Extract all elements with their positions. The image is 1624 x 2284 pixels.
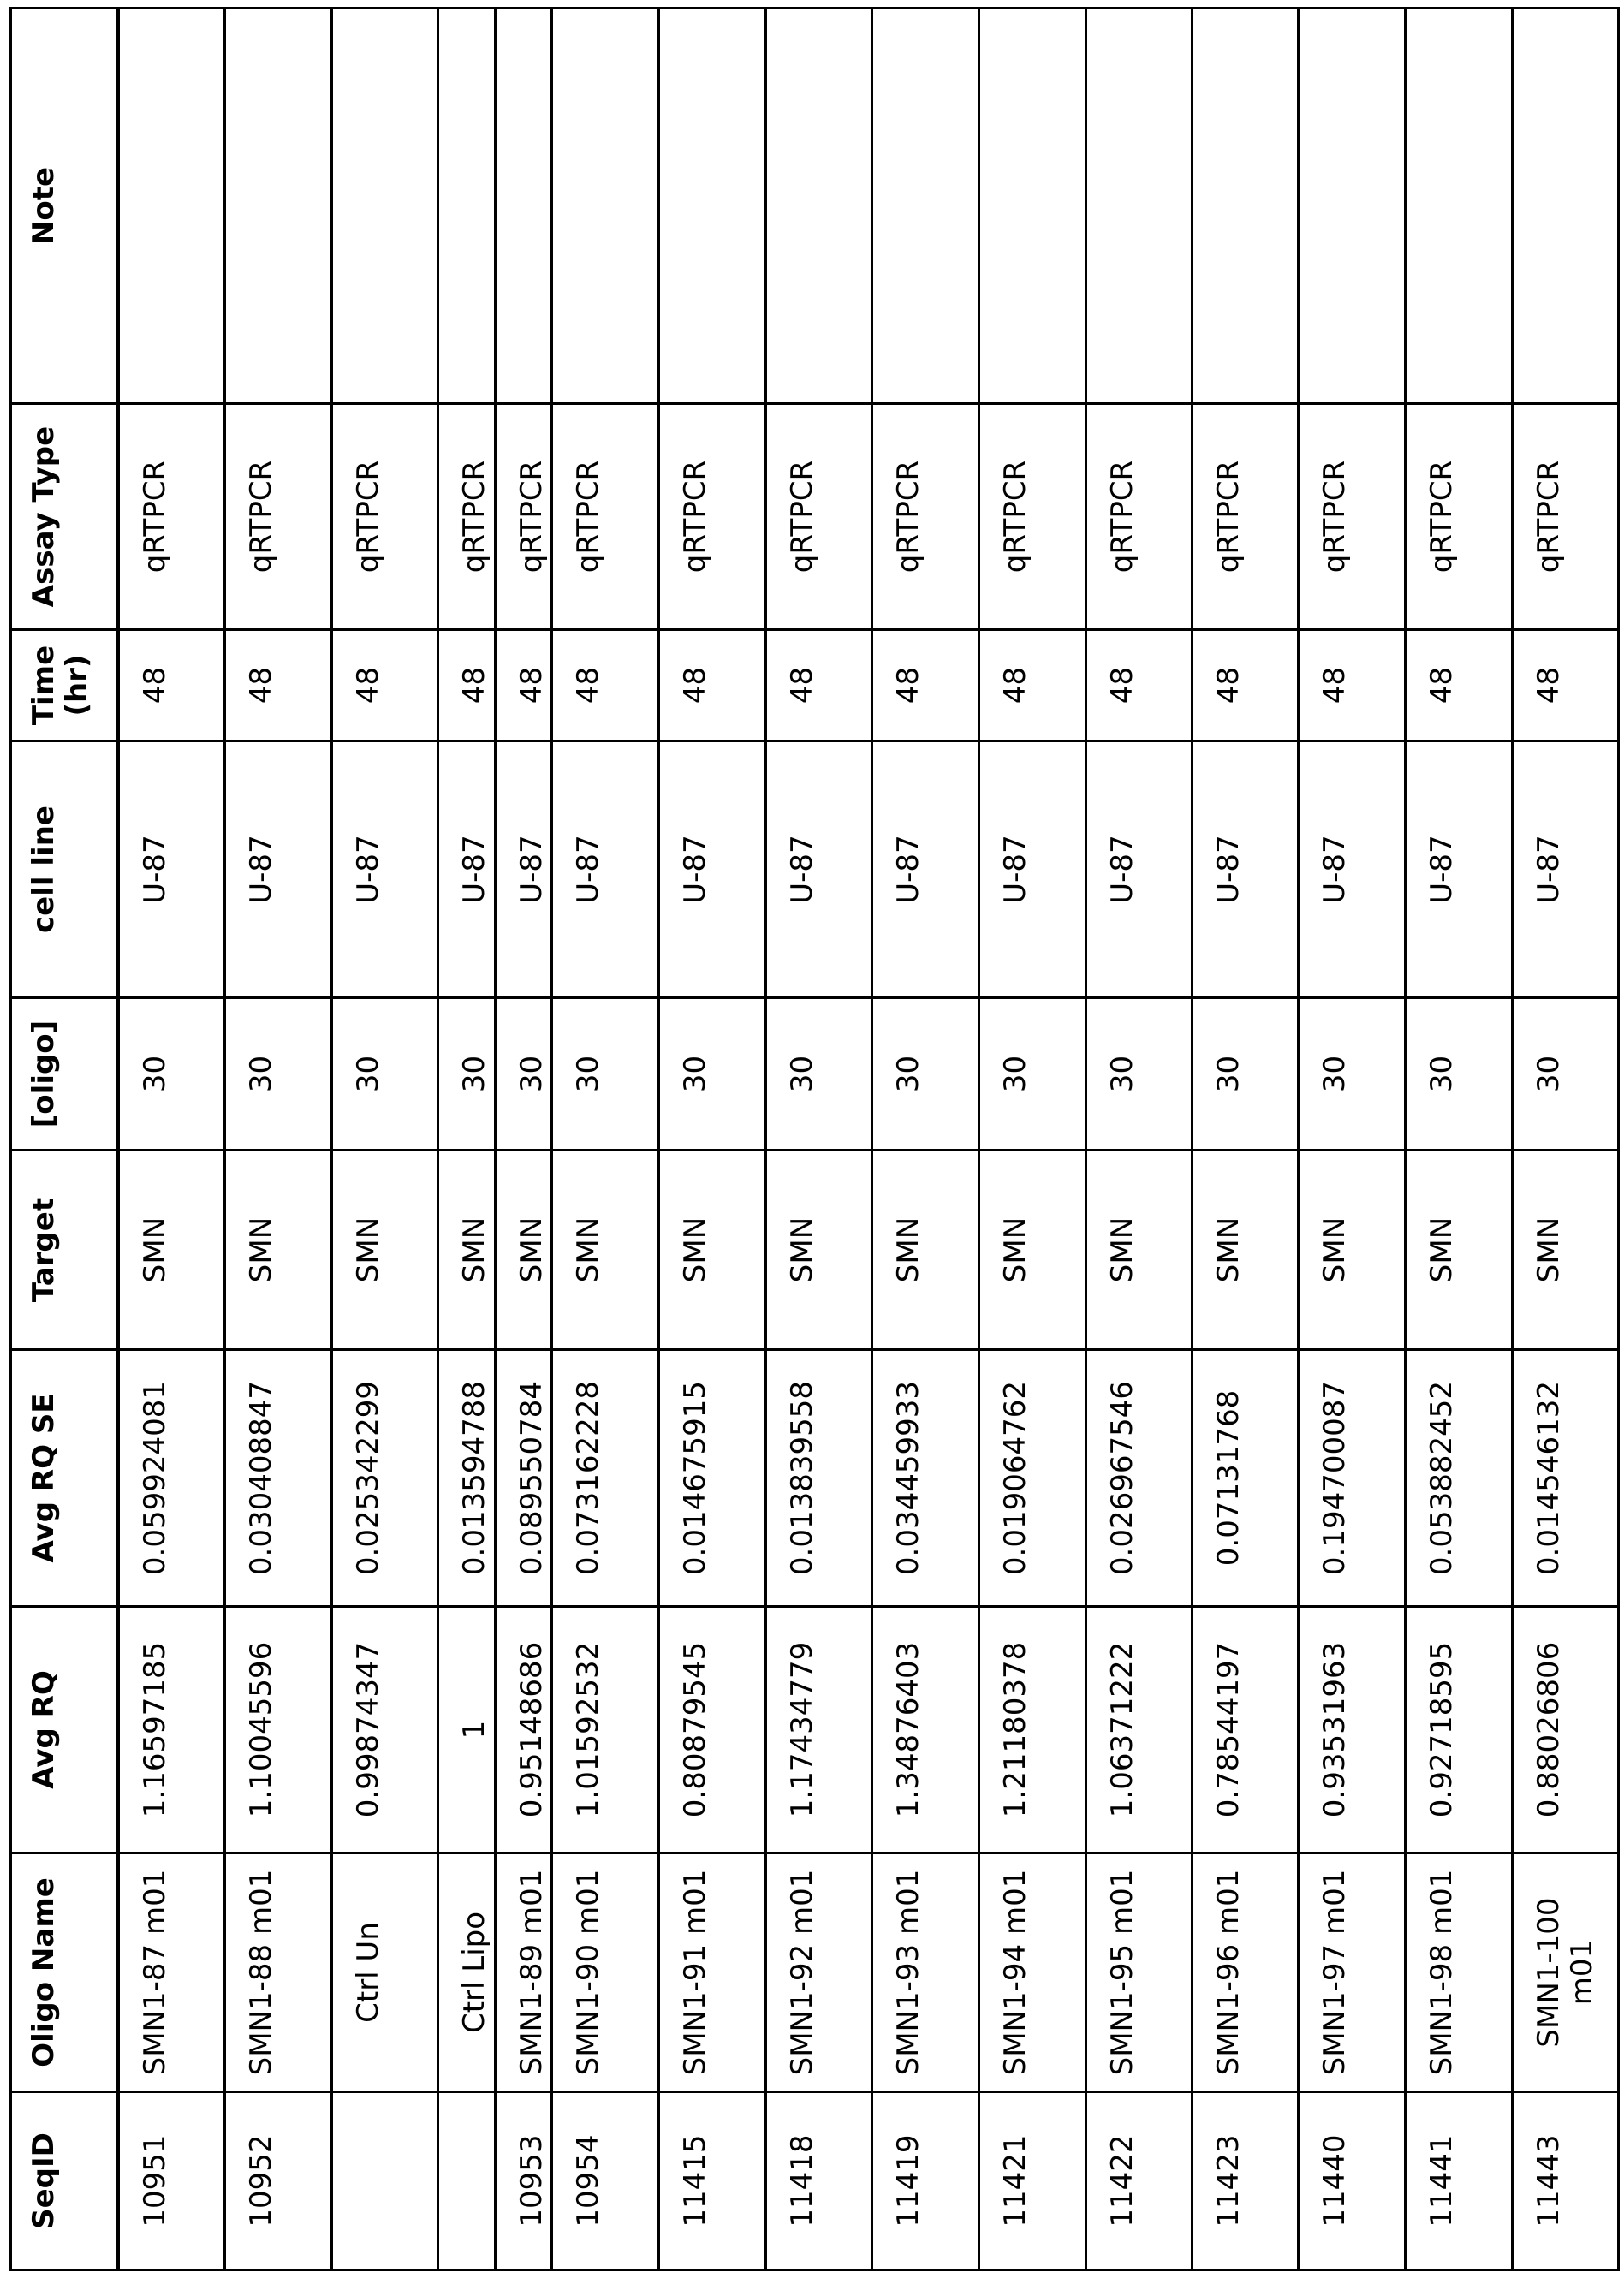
cell-avg-rq-se: 0.034459933 — [872, 1350, 979, 1607]
cell-target: SMN — [659, 1151, 766, 1350]
cell-seqid: 11419 — [872, 2092, 979, 2270]
table-row — [225, 9, 332, 2270]
cell-cell-line: U-87 — [766, 741, 872, 998]
cell-avg-rq-se: 0.030408847 — [225, 1350, 332, 1607]
qrtpcr-results-table — [9, 7, 1620, 2271]
cell-cell-line: U-87 — [552, 741, 659, 998]
cell-oligo-conc: 30 — [118, 998, 225, 1151]
cell-avg-rq-se: 0.059924081 — [118, 1350, 225, 1607]
cell-target: SMN — [118, 1151, 225, 1350]
cell-note — [1086, 9, 1193, 404]
cell-oligo-conc: 30 — [225, 998, 332, 1151]
cell-cell-line: U-87 — [1513, 741, 1619, 998]
cell-avg-rq: 0.93531963 — [1299, 1607, 1406, 1853]
cell-seqid: 11421 — [979, 2092, 1086, 2270]
cell-oligo-name: SMN1-93 m01 — [872, 1853, 979, 2092]
cell-target: SMN — [872, 1151, 979, 1350]
cell-avg-rq: 0.92718595 — [1406, 1607, 1513, 1853]
cell-assay-type: qRTPCR — [438, 404, 496, 630]
cell-oligo-conc: 30 — [438, 998, 496, 1151]
cell-oligo-name: SMN1-89 m01 — [496, 1853, 552, 2092]
cell-seqid: 10953 — [496, 2092, 552, 2270]
cell-oligo-name: SMN1-91 m01 — [659, 1853, 766, 2092]
cell-time-hr: 48 — [766, 630, 872, 741]
header-avg-rq-se: Avg RQ SE — [11, 1350, 118, 1607]
table-row — [1406, 9, 1513, 2270]
cell-avg-rq-se: 0.053882452 — [1406, 1350, 1513, 1607]
cell-oligo-conc: 30 — [659, 998, 766, 1151]
table-row — [659, 9, 766, 2270]
cell-note — [438, 9, 496, 404]
cell-time-hr: 48 — [118, 630, 225, 741]
cell-note — [1513, 9, 1619, 404]
table-row — [1193, 9, 1299, 2270]
header-assay-type: Assay Type — [11, 404, 118, 630]
cell-note — [225, 9, 332, 404]
cell-avg-rq: 0.95148686 — [496, 1607, 552, 1853]
table-row — [332, 9, 438, 2270]
cell-note — [659, 9, 766, 404]
cell-target: SMN — [1193, 1151, 1299, 1350]
cell-oligo-conc: 30 — [332, 998, 438, 1151]
rotated-table-container — [9, 9, 1615, 2271]
cell-avg-rq: 1.17434779 — [766, 1607, 872, 1853]
cell-time-hr: 48 — [438, 630, 496, 741]
cell-oligo-conc: 30 — [1406, 998, 1513, 1151]
cell-target: SMN — [332, 1151, 438, 1350]
cell-oligo-conc: 30 — [979, 998, 1086, 1151]
cell-note — [552, 9, 659, 404]
cell-note — [1193, 9, 1299, 404]
cell-avg-rq: 1.21180378 — [979, 1607, 1086, 1853]
cell-time-hr: 48 — [332, 630, 438, 741]
cell-oligo-conc: 30 — [496, 998, 552, 1151]
cell-oligo-name: SMN1-92 m01 — [766, 1853, 872, 2092]
cell-cell-line: U-87 — [332, 741, 438, 998]
cell-note — [118, 9, 225, 404]
cell-assay-type: qRTPCR — [1513, 404, 1619, 630]
cell-target: SMN — [552, 1151, 659, 1350]
table-row — [766, 9, 872, 2270]
cell-cell-line: U-87 — [979, 741, 1086, 998]
cell-assay-type: qRTPCR — [1193, 404, 1299, 630]
cell-seqid: 10951 — [118, 2092, 225, 2270]
table-row — [1086, 9, 1193, 2270]
table-row — [118, 9, 225, 2270]
cell-cell-line: U-87 — [225, 741, 332, 998]
cell-target: SMN — [1086, 1151, 1193, 1350]
cell-oligo-name: SMN1-95 m01 — [1086, 1853, 1193, 2092]
cell-avg-rq-se: 0.014675915 — [659, 1350, 766, 1607]
cell-avg-rq-se: 0.013839558 — [766, 1350, 872, 1607]
cell-avg-rq-se: 0.025342299 — [332, 1350, 438, 1607]
cell-note — [332, 9, 438, 404]
cell-avg-rq-se: 0.026967546 — [1086, 1350, 1193, 1607]
cell-oligo-name: SMN1-96 m01 — [1193, 1853, 1299, 2092]
cell-oligo-name: SMN1-94 m01 — [979, 1853, 1086, 2092]
cell-cell-line: U-87 — [1086, 741, 1193, 998]
header-cell-line: cell line — [11, 741, 118, 998]
cell-oligo-conc: 30 — [1513, 998, 1619, 1151]
cell-time-hr: 48 — [552, 630, 659, 741]
cell-seqid: 10952 — [225, 2092, 332, 2270]
cell-assay-type: qRTPCR — [332, 404, 438, 630]
cell-target: SMN — [225, 1151, 332, 1350]
cell-target: SMN — [979, 1151, 1086, 1350]
cell-cell-line: U-87 — [1406, 741, 1513, 998]
header-avg-rq: Avg RQ — [11, 1607, 118, 1853]
cell-oligo-name: SMN1-97 m01 — [1299, 1853, 1406, 2092]
cell-seqid: 11423 — [1193, 2092, 1299, 2270]
cell-oligo-name: Ctrl Lipo — [438, 1853, 496, 2092]
cell-avg-rq: 0.88026806 — [1513, 1607, 1619, 1853]
cell-avg-rq: 1.10045596 — [225, 1607, 332, 1853]
cell-time-hr: 48 — [1193, 630, 1299, 741]
cell-seqid: 11418 — [766, 2092, 872, 2270]
cell-note — [1406, 9, 1513, 404]
table-row — [1513, 9, 1619, 2270]
cell-note — [872, 9, 979, 404]
cell-oligo-name: SMN1-87 m01 — [118, 1853, 225, 2092]
header-time-hr: Time (hr) — [11, 630, 118, 741]
cell-assay-type: qRTPCR — [766, 404, 872, 630]
cell-assay-type: qRTPCR — [1086, 404, 1193, 630]
cell-assay-type: qRTPCR — [225, 404, 332, 630]
cell-time-hr: 48 — [225, 630, 332, 741]
cell-oligo-name: Ctrl Un — [332, 1853, 438, 2092]
cell-cell-line: U-87 — [496, 741, 552, 998]
cell-avg-rq: 1 — [438, 1607, 496, 1853]
cell-oligo-conc: 30 — [1086, 998, 1193, 1151]
cell-avg-rq-se: 0.014546132 — [1513, 1350, 1619, 1607]
cell-avg-rq: 1.06371222 — [1086, 1607, 1193, 1853]
cell-time-hr: 48 — [659, 630, 766, 741]
cell-time-hr: 48 — [496, 630, 552, 741]
cell-avg-rq: 0.80879545 — [659, 1607, 766, 1853]
header-target: Target — [11, 1151, 118, 1350]
cell-avg-rq: 0.99874347 — [332, 1607, 438, 1853]
cell-oligo-name: SMN1-100 m01 — [1513, 1853, 1619, 2092]
cell-note — [979, 9, 1086, 404]
cell-target: SMN — [438, 1151, 496, 1350]
cell-avg-rq-se: 0.073162228 — [552, 1350, 659, 1607]
cell-note — [496, 9, 552, 404]
cell-target: SMN — [496, 1151, 552, 1350]
cell-time-hr: 48 — [872, 630, 979, 741]
cell-seqid: 11422 — [1086, 2092, 1193, 2270]
table-body — [118, 9, 1619, 2270]
cell-assay-type: qRTPCR — [979, 404, 1086, 630]
cell-time-hr: 48 — [1086, 630, 1193, 741]
header-note: Note — [11, 9, 118, 404]
cell-oligo-conc: 30 — [552, 998, 659, 1151]
cell-target: SMN — [1406, 1151, 1513, 1350]
cell-seqid — [438, 2092, 496, 2270]
cell-assay-type: qRTPCR — [1299, 404, 1406, 630]
cell-oligo-name: SMN1-90 m01 — [552, 1853, 659, 2092]
cell-target: SMN — [766, 1151, 872, 1350]
header-row — [11, 9, 118, 2270]
cell-target: SMN — [1513, 1151, 1619, 1350]
cell-oligo-conc: 30 — [1193, 998, 1299, 1151]
header-seqid: SeqID — [11, 2092, 118, 2270]
cell-cell-line: U-87 — [659, 741, 766, 998]
cell-cell-line: U-87 — [1299, 741, 1406, 998]
cell-cell-line: U-87 — [438, 741, 496, 998]
cell-avg-rq-se: 0.013594788 — [438, 1350, 496, 1607]
cell-avg-rq: 1.01592532 — [552, 1607, 659, 1853]
cell-oligo-conc: 30 — [1299, 998, 1406, 1151]
cell-seqid: 11415 — [659, 2092, 766, 2270]
cell-oligo-conc: 30 — [766, 998, 872, 1151]
cell-seqid: 10954 — [552, 2092, 659, 2270]
cell-avg-rq-se: 0.07131768 — [1193, 1350, 1299, 1607]
cell-cell-line: U-87 — [872, 741, 979, 998]
cell-time-hr: 48 — [1406, 630, 1513, 741]
cell-seqid — [332, 2092, 438, 2270]
cell-seqid: 11441 — [1406, 2092, 1513, 2270]
header-oligo-conc: [oligo] — [11, 998, 118, 1151]
cell-oligo-name: SMN1-88 m01 — [225, 1853, 332, 2092]
cell-avg-rq: 0.78544197 — [1193, 1607, 1299, 1853]
cell-assay-type: qRTPCR — [552, 404, 659, 630]
header-oligo-name: Oligo Name — [11, 1853, 118, 2092]
table-row — [438, 9, 496, 2270]
cell-avg-rq-se: 0.089550784 — [496, 1350, 552, 1607]
table-row — [979, 9, 1086, 2270]
cell-avg-rq: 1.34876403 — [872, 1607, 979, 1853]
table-row — [552, 9, 659, 2270]
cell-assay-type: qRTPCR — [118, 404, 225, 630]
table-row — [496, 9, 552, 2270]
cell-seqid: 11440 — [1299, 2092, 1406, 2270]
cell-assay-type: qRTPCR — [659, 404, 766, 630]
cell-assay-type: qRTPCR — [872, 404, 979, 630]
cell-target: SMN — [1299, 1151, 1406, 1350]
cell-oligo-conc: 30 — [872, 998, 979, 1151]
table-row — [1299, 9, 1406, 2270]
cell-cell-line: U-87 — [118, 741, 225, 998]
table-row — [872, 9, 979, 2270]
cell-note — [766, 9, 872, 404]
cell-avg-rq-se: 0.019064762 — [979, 1350, 1086, 1607]
cell-avg-rq: 1.16597185 — [118, 1607, 225, 1853]
cell-time-hr: 48 — [979, 630, 1086, 741]
cell-seqid: 11443 — [1513, 2092, 1619, 2270]
cell-note — [1299, 9, 1406, 404]
cell-oligo-name: SMN1-98 m01 — [1406, 1853, 1513, 2092]
cell-assay-type: qRTPCR — [496, 404, 552, 630]
cell-time-hr: 48 — [1299, 630, 1406, 741]
cell-assay-type: qRTPCR — [1406, 404, 1513, 630]
cell-time-hr: 48 — [1513, 630, 1619, 741]
cell-avg-rq-se: 0.194700087 — [1299, 1350, 1406, 1607]
cell-cell-line: U-87 — [1193, 741, 1299, 998]
